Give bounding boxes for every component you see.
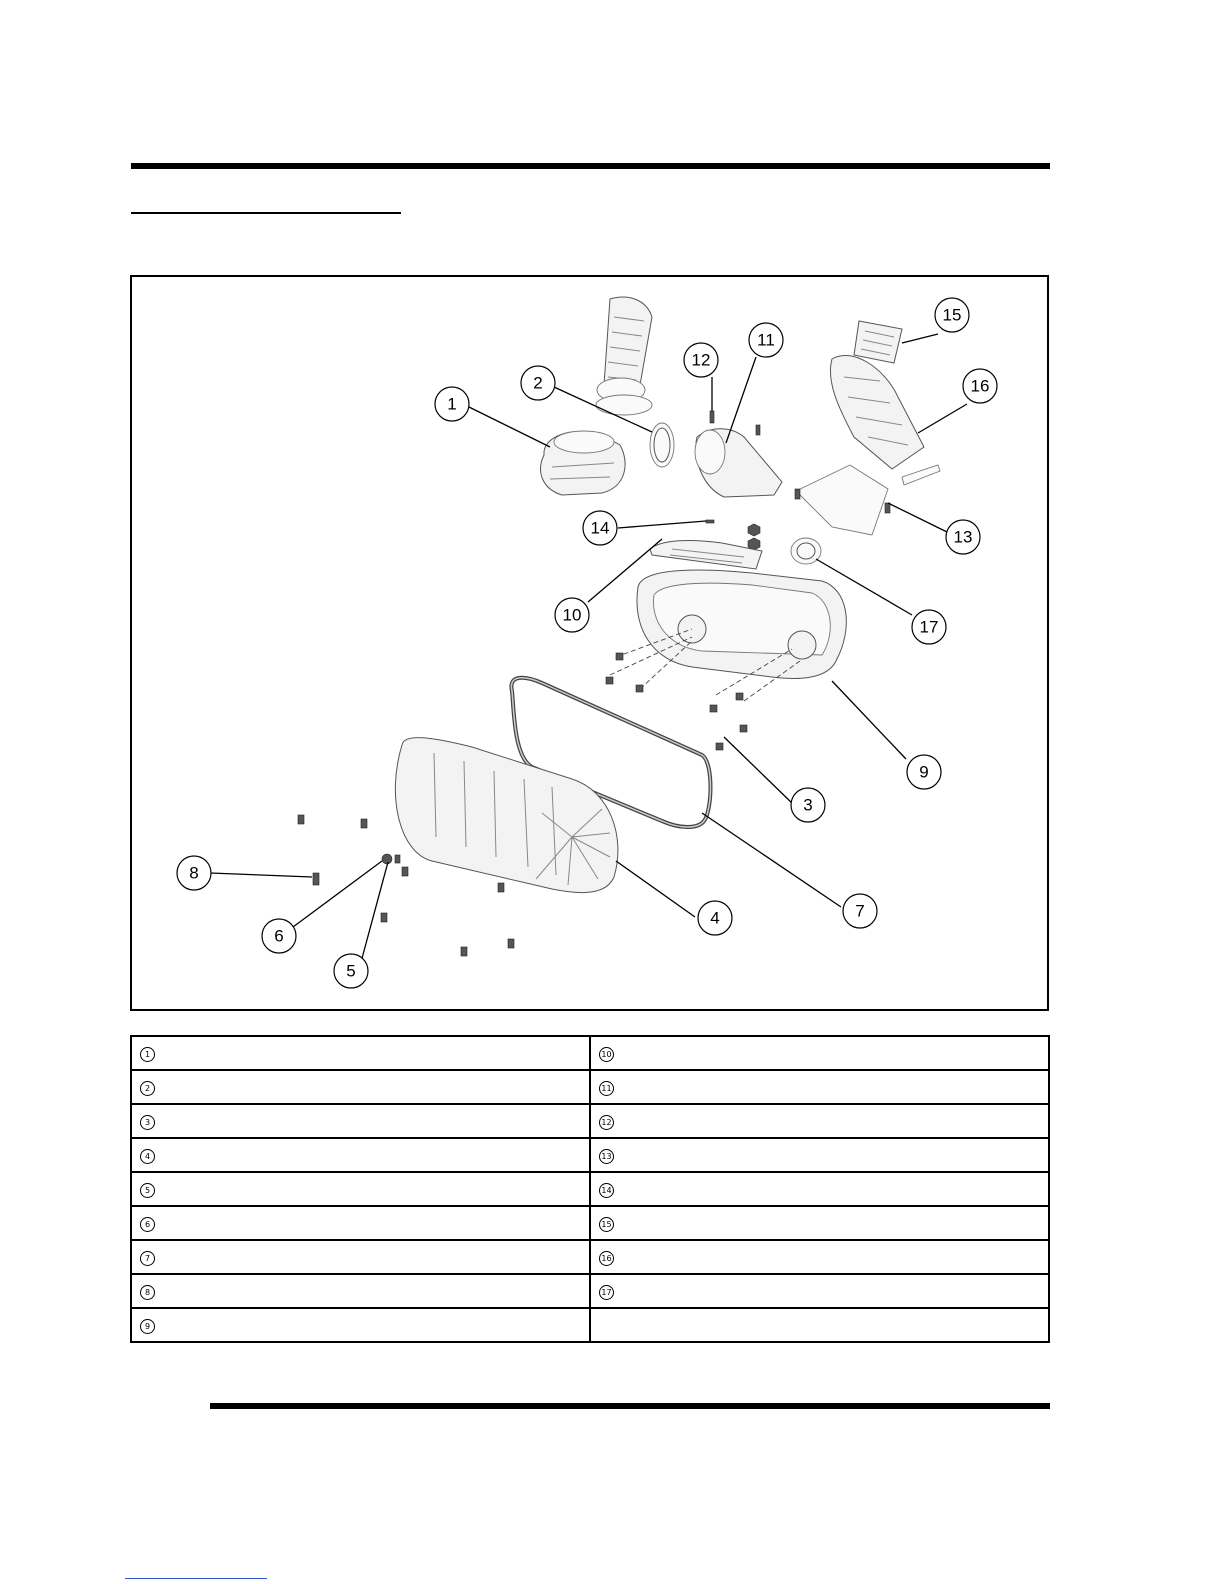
bracket	[795, 465, 940, 535]
callout-4	[698, 901, 732, 935]
legend-cell	[590, 1206, 1049, 1240]
legend-cell	[590, 1240, 1049, 1274]
svg-text:2: 2	[533, 373, 543, 393]
legend-row	[131, 1036, 1049, 1070]
clamp-upper	[596, 395, 652, 415]
legend-number: 4	[140, 1149, 155, 1164]
callout-3	[791, 788, 825, 822]
callout-9	[907, 755, 941, 789]
svg-text:8: 8	[189, 863, 199, 883]
legend-number: 12	[599, 1115, 614, 1130]
legend-number: 7	[140, 1251, 155, 1266]
legend-row	[131, 1206, 1049, 1240]
svg-text:12: 12	[691, 350, 711, 370]
legend-cell	[131, 1104, 590, 1138]
legend-cell	[590, 1138, 1049, 1172]
callout-8	[177, 856, 211, 890]
svg-text:3: 3	[803, 795, 813, 815]
callout-14	[583, 511, 617, 545]
callout-17	[912, 610, 946, 644]
svg-text:1: 1	[447, 394, 457, 414]
legend-number: 11	[599, 1081, 614, 1096]
legend-cell	[131, 1172, 590, 1206]
callout-13	[946, 520, 980, 554]
callout-6	[262, 919, 296, 953]
legend-row	[131, 1104, 1049, 1138]
legend-cell	[131, 1240, 590, 1274]
legend-number: 16	[599, 1251, 614, 1266]
legend-cell	[131, 1308, 590, 1342]
svg-text:16: 16	[970, 376, 990, 396]
callout-11	[749, 323, 783, 357]
callout-1	[435, 387, 469, 421]
legend-number: 14	[599, 1183, 614, 1198]
legend-number: 8	[140, 1285, 155, 1300]
section-heading-underline	[131, 212, 401, 214]
clamp-ring	[650, 423, 674, 467]
callout-12	[684, 343, 718, 377]
legend-cell	[131, 1070, 590, 1104]
legend-row	[131, 1070, 1049, 1104]
legend-number: 2	[140, 1081, 155, 1096]
callout-7	[843, 894, 877, 928]
legend-number: 15	[599, 1217, 614, 1232]
outlet-duct	[830, 355, 924, 469]
svg-text:13: 13	[953, 527, 973, 547]
callout-2	[521, 366, 555, 400]
legend-number: 9	[140, 1319, 155, 1334]
inner-cover	[610, 570, 846, 701]
seal-ring	[791, 538, 821, 564]
svg-text:10: 10	[562, 605, 582, 625]
svg-text:9: 9	[919, 762, 929, 782]
svg-text:14: 14	[590, 518, 610, 538]
legend-row	[131, 1138, 1049, 1172]
legend-number: 10	[599, 1047, 614, 1062]
legend-cell	[131, 1138, 590, 1172]
legend-number: 1	[140, 1047, 155, 1062]
inlet-duct	[695, 429, 782, 497]
legend-row	[131, 1274, 1049, 1308]
svg-text:5: 5	[346, 961, 356, 981]
callout-16	[963, 369, 997, 403]
callout-10	[555, 598, 589, 632]
legend-cell	[131, 1274, 590, 1308]
intake-duct-upper	[597, 297, 652, 402]
legend-cell-empty	[590, 1308, 1049, 1342]
outer-cover	[395, 738, 618, 893]
callout-5	[334, 954, 368, 988]
legend-row	[131, 1240, 1049, 1274]
exploded-view-drawing	[132, 277, 1047, 1009]
inner-plate	[650, 541, 762, 569]
legend-number: 3	[140, 1115, 155, 1130]
svg-text:6: 6	[274, 926, 284, 946]
intake-boot	[541, 431, 626, 495]
legend-cell	[131, 1206, 590, 1240]
legend-cell	[590, 1070, 1049, 1104]
legend-number: 6	[140, 1217, 155, 1232]
legend-cell	[590, 1036, 1049, 1070]
parts-legend-table	[130, 1035, 1050, 1343]
svg-text:17: 17	[919, 617, 939, 637]
legend-number: 13	[599, 1149, 614, 1164]
bottom-rule	[210, 1403, 1050, 1409]
svg-text:11: 11	[757, 330, 775, 350]
svg-text:4: 4	[710, 908, 720, 928]
legend-cell	[590, 1172, 1049, 1206]
svg-text:15: 15	[942, 305, 962, 325]
filter-screen	[854, 321, 902, 363]
top-rule	[131, 163, 1050, 169]
footer-link-underline[interactable]	[125, 1578, 267, 1579]
legend-number: 17	[599, 1285, 614, 1300]
legend-cell	[590, 1274, 1049, 1308]
legend-cell	[590, 1104, 1049, 1138]
svg-text:7: 7	[855, 901, 865, 921]
legend-row	[131, 1172, 1049, 1206]
legend-cell	[131, 1036, 590, 1070]
legend-row	[131, 1308, 1049, 1342]
exploded-view-figure	[130, 275, 1049, 1011]
callout-15	[935, 298, 969, 332]
legend-number: 5	[140, 1183, 155, 1198]
